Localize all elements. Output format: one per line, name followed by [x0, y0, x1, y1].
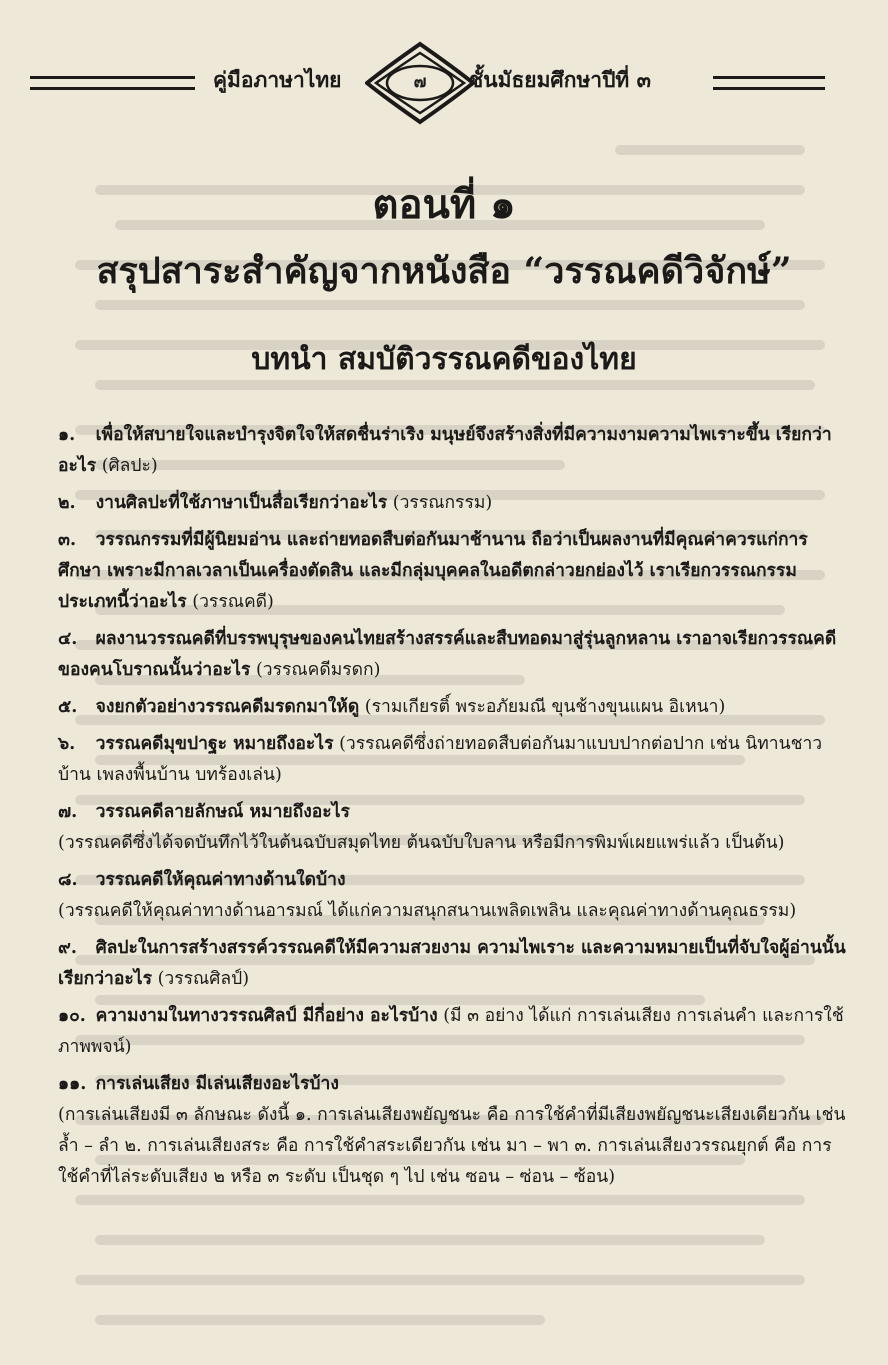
question-answer: (วรรณกรรม) — [392, 493, 493, 513]
question-answer: (วรรณคดีมรดก) — [255, 660, 381, 680]
question-number: ๒. — [58, 493, 76, 513]
question-item — [58, 1069, 848, 1193]
question-answer: (วรรณคดีซึ่งถ่ายทอดสืบต่อกันมาแบบปากต่อปาก เช่น นิทานชาวบ้าน เพลงพื้นบ้าน บทร้องเล่น) — [58, 734, 823, 785]
section-title: บทนำ สมบัติวรรณคดีของไทย — [251, 342, 637, 377]
question-text: วรรณคดีลายลักษณ์ หมายถึงอะไร — [95, 802, 350, 822]
question-number: ๙. — [58, 938, 77, 958]
question-text: การเล่นเสียง มีเล่นเสียงอะไรบ้าง — [95, 1074, 339, 1094]
question-text: งานศิลปะที่ใช้ภาษาเป็นสื่อเรียกว่าอะไร — [95, 493, 388, 513]
question-item — [58, 525, 848, 618]
question-text: ศิลปะในการสร้างสรรค์วรรณคดีให้มีความสวยงาม ความไพเราะ และความหมายเป็นที่จับใจผู้อ่านนั้นเรียกว่าอะไร — [58, 938, 846, 989]
question-item — [58, 865, 848, 927]
question-number: ๗. — [58, 802, 78, 822]
question-number: ๕. — [58, 697, 78, 717]
question-item — [58, 692, 848, 723]
header-rule-right — [713, 76, 825, 90]
question-item — [58, 488, 848, 519]
question-answer: (วรรณศิลป์) — [157, 969, 250, 989]
question-text: วรรณกรรมที่มีผู้นิยมอ่าน และถ่ายทอดสืบต่อกันมาช้านาน ถือว่าเป็นผลงานที่มีคุณค่าควรแก่การศึกษา เพราะมีกาลเวลาเป็นเครื่องตัดสิน และมีกลุ่มบุคคลในอดีตกล่าวยกย่องไว้ เราเรียกวรรณกรรมประเภทนี้ว่าอะไร — [58, 530, 808, 612]
question-number: ๑๑. — [58, 1074, 87, 1094]
question-text: วรรณคดีให้คุณค่าทางด้านใดบ้าง — [95, 870, 346, 890]
chapter-title: ตอนที่ ๑ — [372, 181, 516, 228]
question-number: ๔. — [58, 629, 78, 649]
question-answer: (มี ๓ อย่าง ได้แก่ การเล่นเสียง การเล่นคำ และการใช้ภาพพจน์) — [58, 1006, 844, 1057]
header-rule-left — [30, 76, 195, 90]
question-number: ๖. — [58, 734, 76, 754]
question-answer: (การเล่นเสียงมี ๓ ลักษณะ ดังนี้ ๑. การเล่นเสียงพยัญชนะ คือ การใช้คำที่มีเสียงพยัญชนะเสียงเดียวกัน เช่น ล้ำ – ลำ ๒. การเล่นเสียงสระ คือ การใช้คำสระเดียวกัน เช่น มา – พา ๓. การเล่นเสียงวรรณยุกต์ คือ การใช้คำที่ไล่ระดับเสียง ๒ หรือ ๓ ระดับ เป็นชุด ๆ ไป เช่น ซอน – ซ่อน – ซ้อน) — [58, 1105, 846, 1187]
question-item — [58, 797, 848, 859]
question-text: จงยกตัวอย่างวรรณคดีมรดกมาให้ดู — [95, 697, 360, 717]
question-item — [58, 729, 848, 791]
question-number: ๓. — [58, 530, 77, 550]
question-answer: (ศิลปะ) — [101, 456, 158, 476]
question-answer: (วรรณคดีซึ่งได้จดบันทึกไว้ในต้นฉบับสมุดไทย ต้นฉบับใบลาน หรือมีการพิมพ์เผยแพร่แล้ว เป็นต้น) — [58, 833, 785, 853]
question-list — [58, 420, 848, 1199]
question-answer: (วรรณคดีให้คุณค่าทางด้านอารมณ์ ได้แก่ความสนุกสนานเพลิดเพลิน และคุณค่าทางด้านคุณธรรม) — [58, 901, 797, 921]
header-grade-level: ชั้นมัธยมศึกษาปีที่ ๓ — [469, 67, 651, 92]
question-answer: (รามเกียรติ์ พระอภัยมณี ขุนช้างขุนแผน อิเหนา) — [364, 697, 726, 717]
question-number: ๘. — [58, 870, 78, 890]
book-summary-title: สรุปสาระสำคัญจากหนังสือ “วรรณคดีวิจักษ์” — [96, 250, 792, 292]
question-answer: (วรรณคดี) — [192, 592, 274, 612]
page-number: ๗ — [413, 72, 427, 92]
question-text: ความงามในทางวรรณศิลป์ มีกี่อย่าง อะไรบ้าง — [95, 1006, 438, 1026]
question-item — [58, 420, 848, 482]
question-text: ผลงานวรรณคดีที่บรรพบุรุษของคนไทยสร้างสรรค์และสืบทอดมาสู่รุ่นลูกหลาน เราอาจเรียกวรรณคดีของคนโบราณนั้นว่าอะไร — [58, 629, 837, 680]
question-item — [58, 933, 848, 995]
question-item — [58, 624, 848, 686]
question-text: เพื่อให้สบายใจและบำรุงจิตใจให้สดชื่นร่าเริง มนุษย์จึงสร้างสิ่งที่มีความงามความไพเราะขึ้น เรียกว่าอะไร — [58, 425, 832, 476]
question-number: ๑๐. — [58, 1006, 86, 1026]
question-text: วรรณคดีมุขปาฐะ หมายถึงอะไร — [95, 734, 334, 754]
question-item — [58, 1001, 848, 1063]
question-number: ๑. — [58, 425, 76, 445]
header-book-title: คู่มือภาษาไทย — [213, 67, 342, 92]
